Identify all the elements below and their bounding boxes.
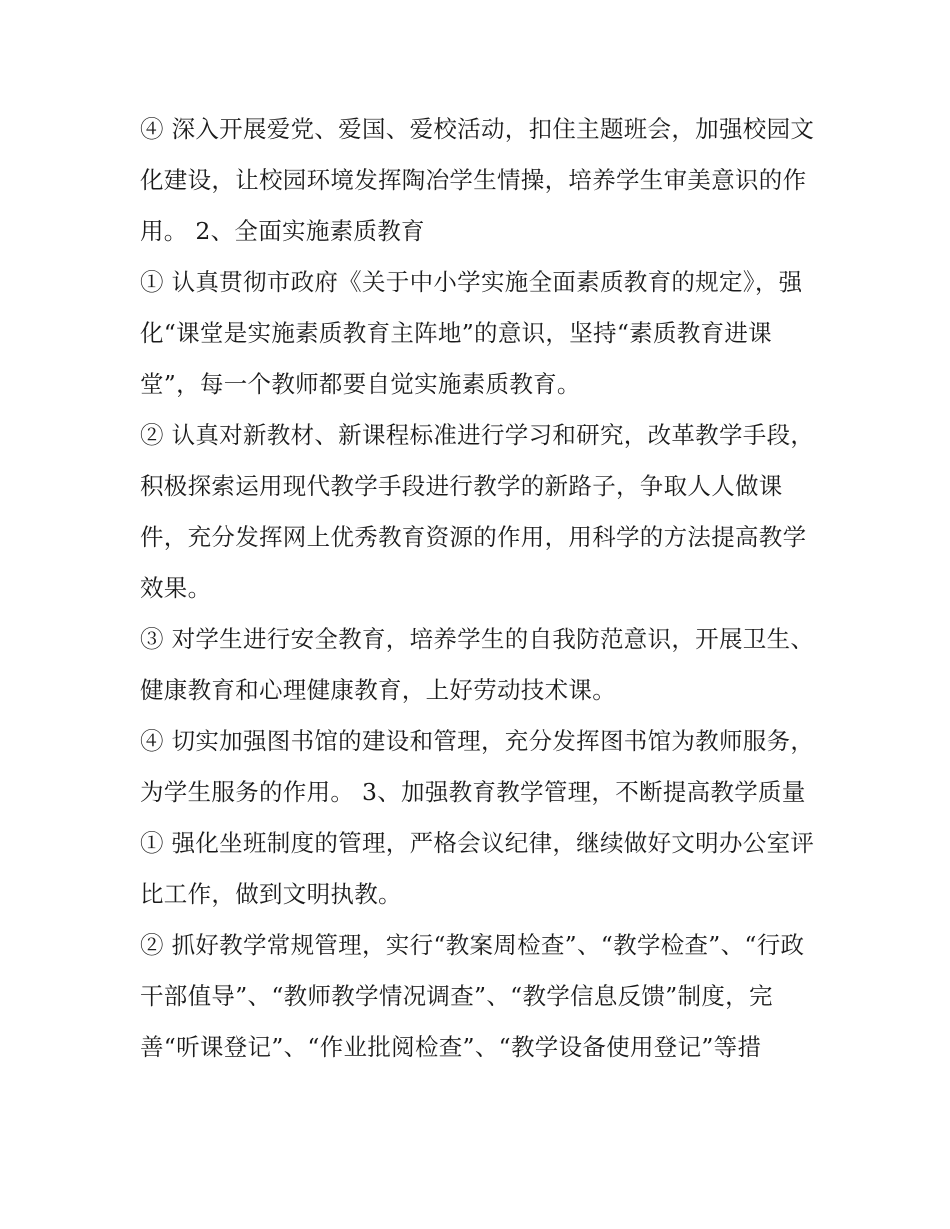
paragraph-item-4-patriotism: ④ 深入开展爱党、爱国、爱校活动，扣住主题班会，加强校园文化建设，让校园环境发挥陶冶学生情操，培养学生审美意识的作用。 2、全面实施素质教育 [140,115,815,245]
paragraph-item-2-new-curriculum: ② 认真对新教材、新课程标准进行学习和研究，改革教学手段，积极探索运用现代教学手段进行教学的新路子，争取人人做课件，充分发挥网上优秀教育资源的作用，用科学的方法提高教学效果。 [140,421,815,602]
document-body [140,104,820,1073]
paragraph-item-3-safety-education: ③ 对学生进行安全教育，培养学生的自我防范意识，开展卫生、健康教育和心理健康教育，上好劳动技术课。 [140,625,815,704]
paragraph-item-1-government-rules: ① 认真贯彻市政府《关于中小学实施全面素质教育的规定》，强化“课堂是实施素质教育主阵地”的意识，坚持“素质教育进课堂”，每一个教师都要自觉实施素质教育。 [140,268,803,398]
paragraph-item-2-teaching-routine: ② 抓好教学常规管理，实行“教案周检查”、“教学检查”、“行政干部值导”、“教师教学情况调查”、“教学信息反馈”制度，完善“听课登记”、“作业批阅检查”、“教学设备使用登记”等措 [140,931,805,1061]
paragraph-item-1-office-management: ① 强化坐班制度的管理，严格会议纪律，继续做好文明办公室评比工作，做到文明执教。 [140,829,815,908]
paragraph-item-4-library: ④ 切实加强图书馆的建设和管理，充分发挥图书馆为教师服务，为学生服务的作用。 3、加强教育教学管理，不断提高教学质量 [140,727,815,806]
